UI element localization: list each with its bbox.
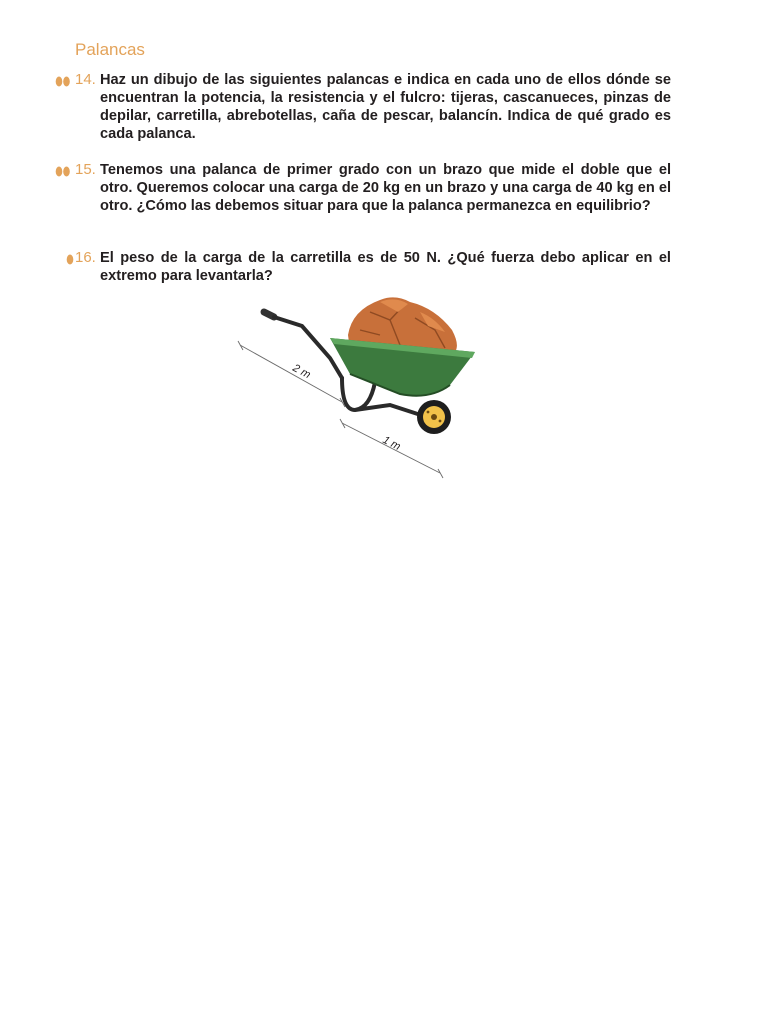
exercise-text: Tenemos una palanca de primer grado con un brazo que mide el doble que el otro. Queremos colocar una carga de 20 kg en un brazo y una carga de 40 kg en el otro. ¿Cómo las debemos situar para que la palanca permanezca en equilibrio? <box>100 162 671 214</box>
difficulty-dots-icon <box>55 75 71 87</box>
exercise-header <box>55 161 99 181</box>
exercise-header <box>55 249 99 269</box>
label-1m: 1 m <box>380 433 403 454</box>
exercise-header <box>55 71 99 91</box>
wheel <box>417 400 451 434</box>
exercise-text: Haz un dibujo de las siguientes palancas e indica en cada uno de ellos dónde se encuentran la potencia, la resistencia y el fulcro: tijeras, cascanueces, pinzas de depilar, carretilla, abrebotellas, caña de pescar, balancín. Indica de qué grado es cada palanca. <box>100 72 671 142</box>
exercise-text: El peso de la carga de la carretilla es de 50 N. ¿Qué fuerza debo aplicar en el extremo para levantarla? <box>100 250 671 284</box>
exercise-number: 14. <box>75 71 96 88</box>
wheelbarrow-figure <box>230 290 480 480</box>
exercise-number: 15. <box>75 161 96 178</box>
label-2m: 2 m <box>290 362 313 382</box>
section-title: Palancas <box>75 40 145 59</box>
exercise-number: 16. <box>75 249 96 266</box>
dimension-line-long <box>238 341 345 407</box>
difficulty-dots-icon <box>55 165 71 177</box>
wheelbarrow-illustration <box>230 290 480 480</box>
